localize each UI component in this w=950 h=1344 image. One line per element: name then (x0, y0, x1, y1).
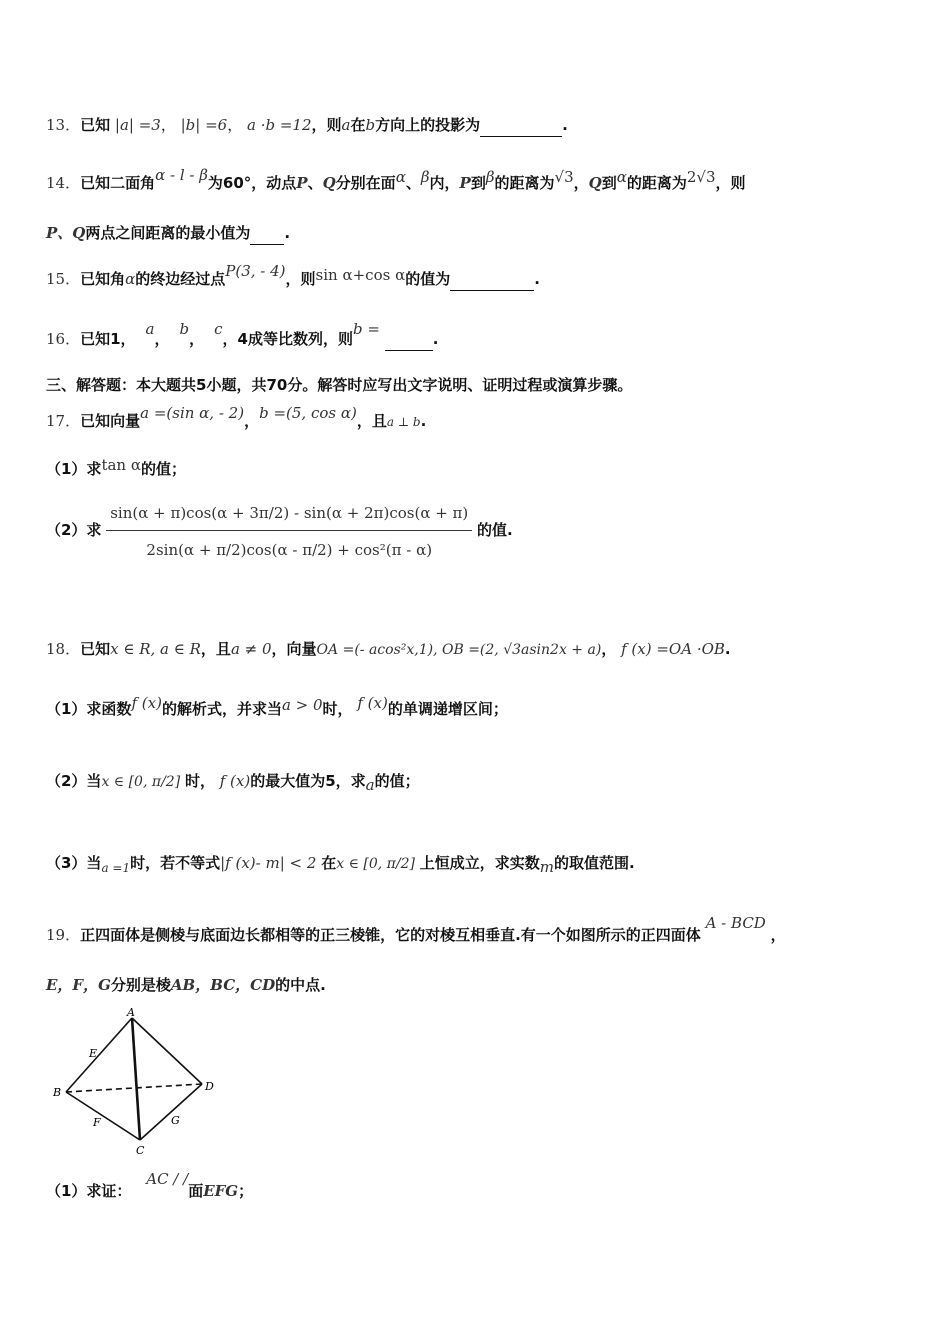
question-14: 14．已知二面角α - l - β为60°，动点P、Q分别在面α、β内，P到β的距离为√3，Q到α的距离为2√3，则 (46, 166, 746, 192)
question-18: 18．已知x ∈ R, a ∈ R，且a ≠ 0，向量OA =(- acos²x,1), OB =(2, √3asin2x + a)， f (x) =OA ·OB. (46, 640, 731, 658)
edge-ab (66, 1018, 132, 1092)
question-18-part2: （2）当x ∈ [0, π/2] 时， f (x)的最大值为5，求a的值； (46, 772, 420, 794)
tetrahedron-figure (50, 1004, 230, 1160)
question-17-part1: （1）求tan α的值； (46, 456, 186, 478)
answer-blank (450, 268, 534, 291)
question-17: 17．已知向量a =(sin α, - 2)，b =(5, cos α)，且a ⊥ b. (46, 404, 427, 430)
question-19: 19．正四面体是侧棱与底面边长都相等的正三棱锥，它的对棱互相垂直.有一个如图所示的正四面体 A - BCD ， (46, 914, 786, 944)
question-number: 13． (46, 116, 81, 134)
edge-ad (132, 1018, 202, 1084)
answer-blank (480, 114, 562, 137)
question-19-line2: E，F，G分别是棱AB，BC，CD的中点. (46, 976, 326, 994)
answer-blank (250, 222, 284, 245)
answer-blank (385, 328, 433, 351)
label-b: B (53, 1086, 62, 1099)
question-13: 13．已知 |a| =3， |b| =6， a ·b =12，则a在b方向上的投影为 . (46, 114, 568, 137)
question-19-part1: （1）求证： AC / /面EFG； (46, 1170, 254, 1200)
question-16: 16．已知1，a，b，c，4成等比数列，则b = . (46, 328, 438, 351)
question-15: 15．已知角α的终边经过点P(3, - 4)，则sin α+cos α的值为 . (46, 268, 540, 291)
label-d: D (205, 1080, 214, 1093)
label-a: A (127, 1006, 135, 1019)
question-18-part3: （3）当$_{a =1}$时，若不等式|f (x)- m| < 2 在x ∈ [0, π/2] 上恒成立，求实数m的取值范围. (46, 854, 635, 876)
question-17-part2: （2）求 $\frac{\sin(\alpha + \pi)\cos(\alpha + 3\pi/2) - \sin(\alpha + 2\pi)\cos(\alpha + \pi)}{\text{2sin(α + π/2)cos(α - π/2) + cos²(π - α)}}$ 的值. (46, 496, 513, 563)
label-c: C (136, 1144, 145, 1157)
question-14-line2: P、Q两点之间距离的最小值为 . (46, 222, 290, 245)
edge-ac (132, 1018, 140, 1140)
edge-bd-hidden (66, 1084, 202, 1092)
fraction-expression: $\frac{\sin(\alpha + \pi)\cos(\alpha + 3\pi/2) - \sin(\alpha + 2\pi)\cos(\alpha + \pi)}{\text{2sin(α + π/2)cos(α - π/2) + cos²(π - α)}}$ (106, 496, 472, 563)
label-g: G (171, 1114, 180, 1127)
edge-cd (140, 1084, 202, 1140)
label-e: E (89, 1047, 98, 1060)
label-f: F (93, 1116, 101, 1129)
section-heading: 三、解答题：本大题共5小题，共70分。解答时应写出文字说明、证明过程或演算步骤。 (46, 376, 633, 394)
question-18-part1: （1）求函数f (x)的解析式，并求当a > 0时， f (x)的单调递增区间； (46, 694, 508, 718)
edge-bc (66, 1092, 140, 1140)
